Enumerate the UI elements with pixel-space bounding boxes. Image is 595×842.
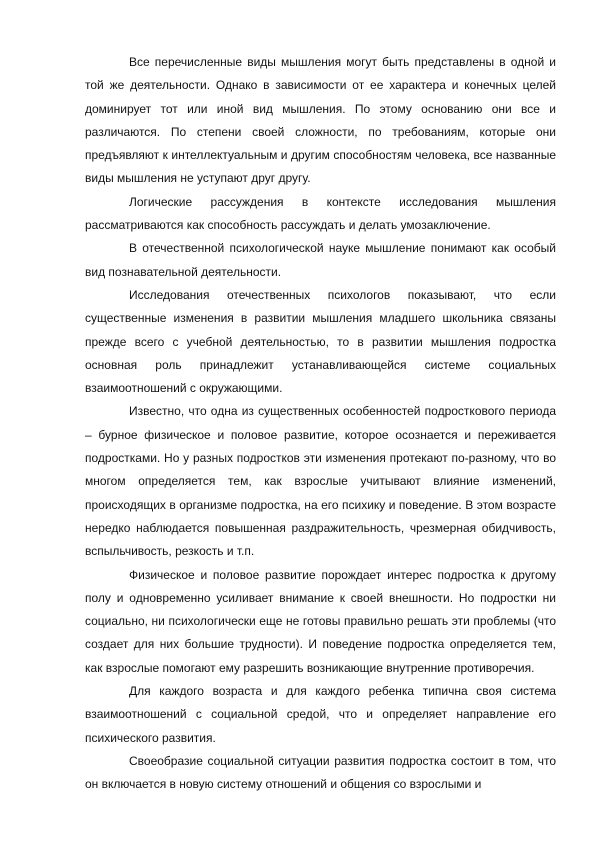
- paragraph: Для каждого возраста и для каждого ребенка типична своя система взаимоотношений с социальной средой, что и определяет направление его психического развития.: [85, 684, 556, 745]
- paragraph: Исследования отечественных психологов показывают, что если существенные изменения в развитии мышления младшего школьника связаны прежде всего с учебной деятельностью, то в развитии мышления подростка основная роль принадлежит устанавливающейся системе социальных взаимоотношений с окружающими.: [85, 287, 556, 396]
- paragraph: Своеобразие социальной ситуации развития подростка состоит в том, что он включается в новую систему отношений и общения со взрослыми и: [85, 753, 556, 792]
- paragraph: Известно, что одна из существенных особенностей подросткового периода – бурное физическое и половое развитие, которое осознается и переживается подростками. Но у разных подростков эти изменения протекают по-разному, что во многом определяется тем, как взрослые учитывают влияние изменений, происходящих в организме подростка, на его психику и поведение. В этом возрасте нередко наблюдается повышенная раздражительность, чрезмерная обидчивость, вспыльчивость, резкость и т.п.: [85, 404, 556, 559]
- paragraph: Логические рассуждения в контексте исследования мышления рассматриваются как способность рассуждать и делать умозаключение.: [85, 194, 556, 233]
- paragraph: Все перечисленные виды мышления могут быть представлены в одной и той же деятельности. Однако в зависимости от ее характера и конечных целей доминирует тот или иной вид мышления. По этому основанию они все и различаются. По степени своей сложности, по требованиям, которые они предъявляют к интеллектуальным и другим способностям человека, все названные виды мышления не уступают друг другу.: [85, 55, 556, 186]
- paragraph: В отечественной психологической науке мышление понимают как особый вид познавательной деятельности.: [85, 241, 556, 279]
- document-page: [85, 51, 556, 797]
- paragraph: Физическое и половое развитие порождает интерес подростка к другому полу и одновременно усиливает внимание к своей внешности. Но подростки ни социально, ни психологически еще не готовы правильно решать эти проблемы (что создает для них большие трудности). И поведение подростка определяется тем, как взрослые помогают ему разрешить возникающие внутренние противоречия.: [85, 567, 556, 675]
